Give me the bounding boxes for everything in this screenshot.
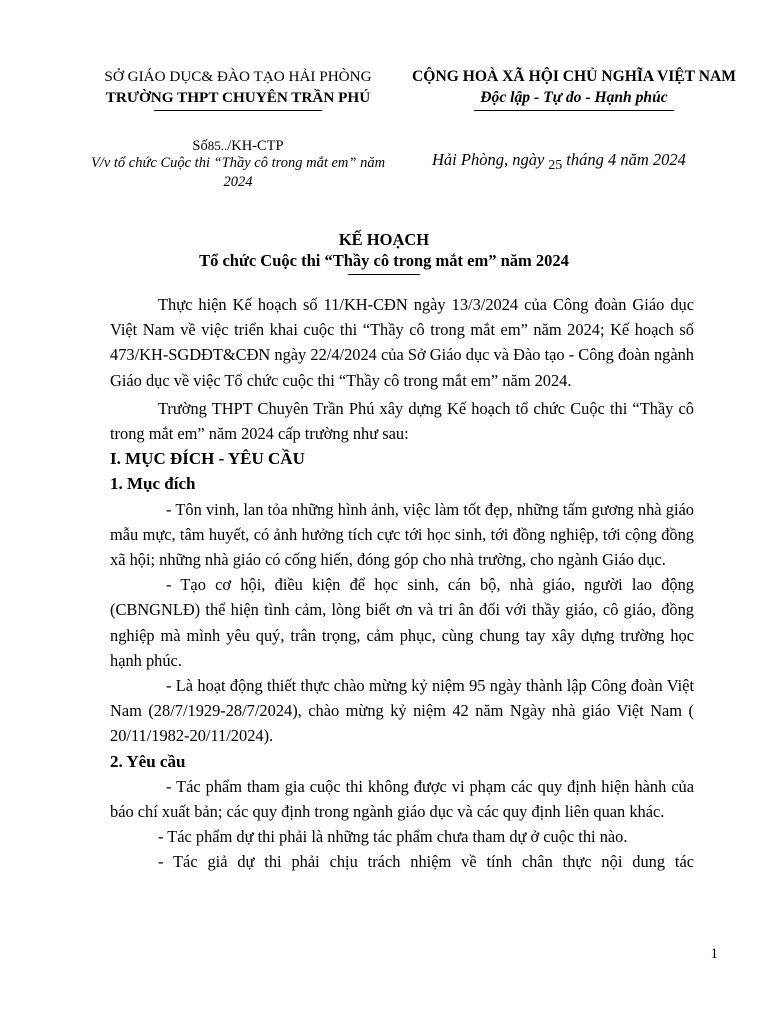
date-prefix: Hải Phòng, ngày [432,150,545,169]
title-sub: Tổ chức Cuộc thi “Thầy cô trong mắt em” năm 2024 [199,251,569,270]
requirement-item-2: - Tác phẩm dự thi phải là những tác phẩm chưa tham dự ở cuộc thi nào. [158,827,628,847]
ref-suffix: /KH-CTP [227,138,284,154]
title-underline [348,274,420,275]
purpose-item-2: - Tạo cơ hội, điều kiện để học sinh, cán bộ, nhà giáo, người lao động (CBNGNLĐ) thể hiện tình cảm, lòng biết ơn và tri ân đối với thầy giáo, cô giáo, đồng nghiệp mà mình yêu quý, trân trọng, cảm phục, cùng chung tay xây dựng trường học hạnh phúc. [110,575,694,670]
document-number [88,136,388,156]
requirement-item-3: - Tác giả dự thi phải chịu trách nhiệm về tính chân thực nội dung tác [158,852,694,872]
national-header [394,66,754,111]
purpose-item-3: - Là hoạt động thiết thực chào mừng kỷ niệm 95 ngày thành lập Công đoàn Việt Nam (28/7/1929-28/7/2024), chào mừng kỷ niệm 42 năm Ngày nhà giáo Việt Nam ( 20/11/1982-20/11/2024). [110,676,694,746]
ref-prefix: Số [192,138,208,154]
intro-paragraph-1: Thực hiện Kế hoạch số 11/KH-CĐN ngày 13/3/2024 của Công đoàn Giáo dục Việt Nam về việc triển khai cuộc thi “Thầy cô trong mắt em” năm 2024; Kế hoạch số 473/KH-SGDĐT&CĐN ngày 22/4/2024 của Sở Giáo dục và Đào tạo - Công đoàn ngành Giáo dục về việc Tổ chức cuộc thi “Thầy cô trong mắt em” năm 2024. [110,295,694,390]
date-day: 25 [548,158,563,173]
purpose-item-1: - Tôn vinh, lan tỏa những hình ảnh, việc làm tốt đẹp, những tấm gương nhà giáo mẫu mực, tâm huyết, có ảnh hưởng tích cực tới học sinh, tới đồng nghiệp, tới cộng đồng xã hội; những nhà giáo có cống hiến, đóng góp cho nhà trường, cho ngành Giáo dục. [110,499,694,570]
agency-underline [154,110,322,111]
department-name: SỞ GIÁO DỤC& ĐÀO TẠO HẢI PHÒNG [104,68,372,85]
motto-underline [474,110,674,111]
section-heading-1: I. MỤC ĐÍCH - YÊU CẦU [110,449,305,469]
document-subject: V/v tổ chức Cuộc thi “Thầy cô trong mắt em” năm 2024 [90,155,386,190]
date-line [432,150,686,173]
subsection-heading-requirements: 2. Yêu cầu [110,751,186,771]
national-motto: Độc lập - Tự do - Hạnh phúc [480,89,668,106]
country-name: CỘNG HOÀ XÃ HỘI CHỦ NGHĨA VIỆT NAM [412,68,736,85]
document-title [88,229,680,275]
intro-paragraph-2: Trường THPT Chuyên Trần Phú xây dựng Kế hoạch tổ chức Cuộc thi “Thầy cô trong mắt em” năm 2024 cấp trường như sau: [110,398,694,444]
title-main: KẾ HOẠCH [338,230,430,249]
document-body [110,292,694,875]
page-number: 1 [710,946,718,962]
issuing-agency [88,66,388,111]
school-name: TRƯỜNG THPT CHUYÊN TRẦN PHÚ [105,89,371,106]
date-suffix: tháng 4 năm 2024 [566,150,686,169]
ref-number: 85.. [207,138,228,153]
requirement-item-1: - Tác phẩm tham gia cuộc thi không được vi phạm các quy định hiện hành của báo chí xuất bản; các quy định trong ngành giáo dục và các quy định liên quan khác. [110,776,694,822]
subsection-heading-purpose: 1. Mục đích [110,474,196,494]
